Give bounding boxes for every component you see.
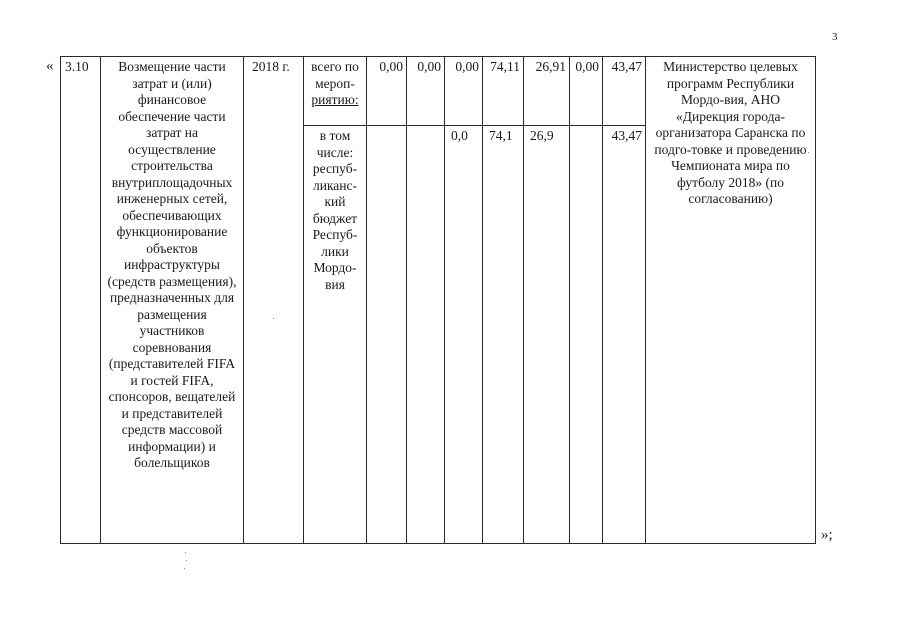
- source-regional: в том числе: респуб-ликанс-кий бюджет Респуб-лики Мордо-вия: [304, 126, 367, 544]
- total-value: 26,91: [524, 57, 570, 126]
- regional-value: [407, 126, 445, 544]
- source-total: всего по мероп-: [311, 59, 359, 91]
- page-number: 3: [832, 31, 838, 43]
- scan-speck: [186, 560, 187, 561]
- program-measures-table: [60, 56, 816, 544]
- scan-speck: [185, 552, 186, 553]
- measure-description: Возмещение части затрат и (или) финансовое обеспечение части затрат на осуществление строительства внутриплощадочных инженерных сетей, обеспечивающих функционирование объектов инфраструктуры (средств размещения), предназначенных для размещения участников соревнования (представителей FIFA и гостей FIFA, спонсоров, вещателей и представителей средств массовой информации) и болельщиков: [101, 57, 244, 544]
- closing-quote: »;: [821, 527, 833, 543]
- total-value: 0,00: [407, 57, 445, 126]
- regional-value: 26,9: [524, 126, 570, 544]
- total-value: 0,00: [367, 57, 407, 126]
- regional-value: 43,47: [603, 126, 646, 544]
- total-value: 0,00: [570, 57, 603, 126]
- regional-value: 0,0: [445, 126, 483, 544]
- regional-value: [367, 126, 407, 544]
- measure-year: 2018 г.: [244, 57, 304, 544]
- total-value: 74,11: [483, 57, 524, 126]
- scan-speck: [808, 152, 809, 153]
- table-row: [61, 57, 816, 126]
- opening-quote: «: [46, 58, 54, 74]
- scan-speck: [184, 568, 185, 569]
- regional-value: 74,1: [483, 126, 524, 544]
- total-value: 43,47: [603, 57, 646, 126]
- regional-value: [570, 126, 603, 544]
- executor: Министерство целевых программ Республики Мордо-вия, АНО «Дирекция города-организатора Саранска по подго-товке и проведению Чемпионата мира по футболу 2018» (по согласованию): [646, 57, 816, 544]
- source-total-cell: [304, 57, 367, 126]
- total-value: 0,00: [445, 57, 483, 126]
- source-total-tail: риятию:: [311, 92, 359, 107]
- measure-number: 3.10: [61, 57, 101, 544]
- scan-speck: [273, 318, 274, 319]
